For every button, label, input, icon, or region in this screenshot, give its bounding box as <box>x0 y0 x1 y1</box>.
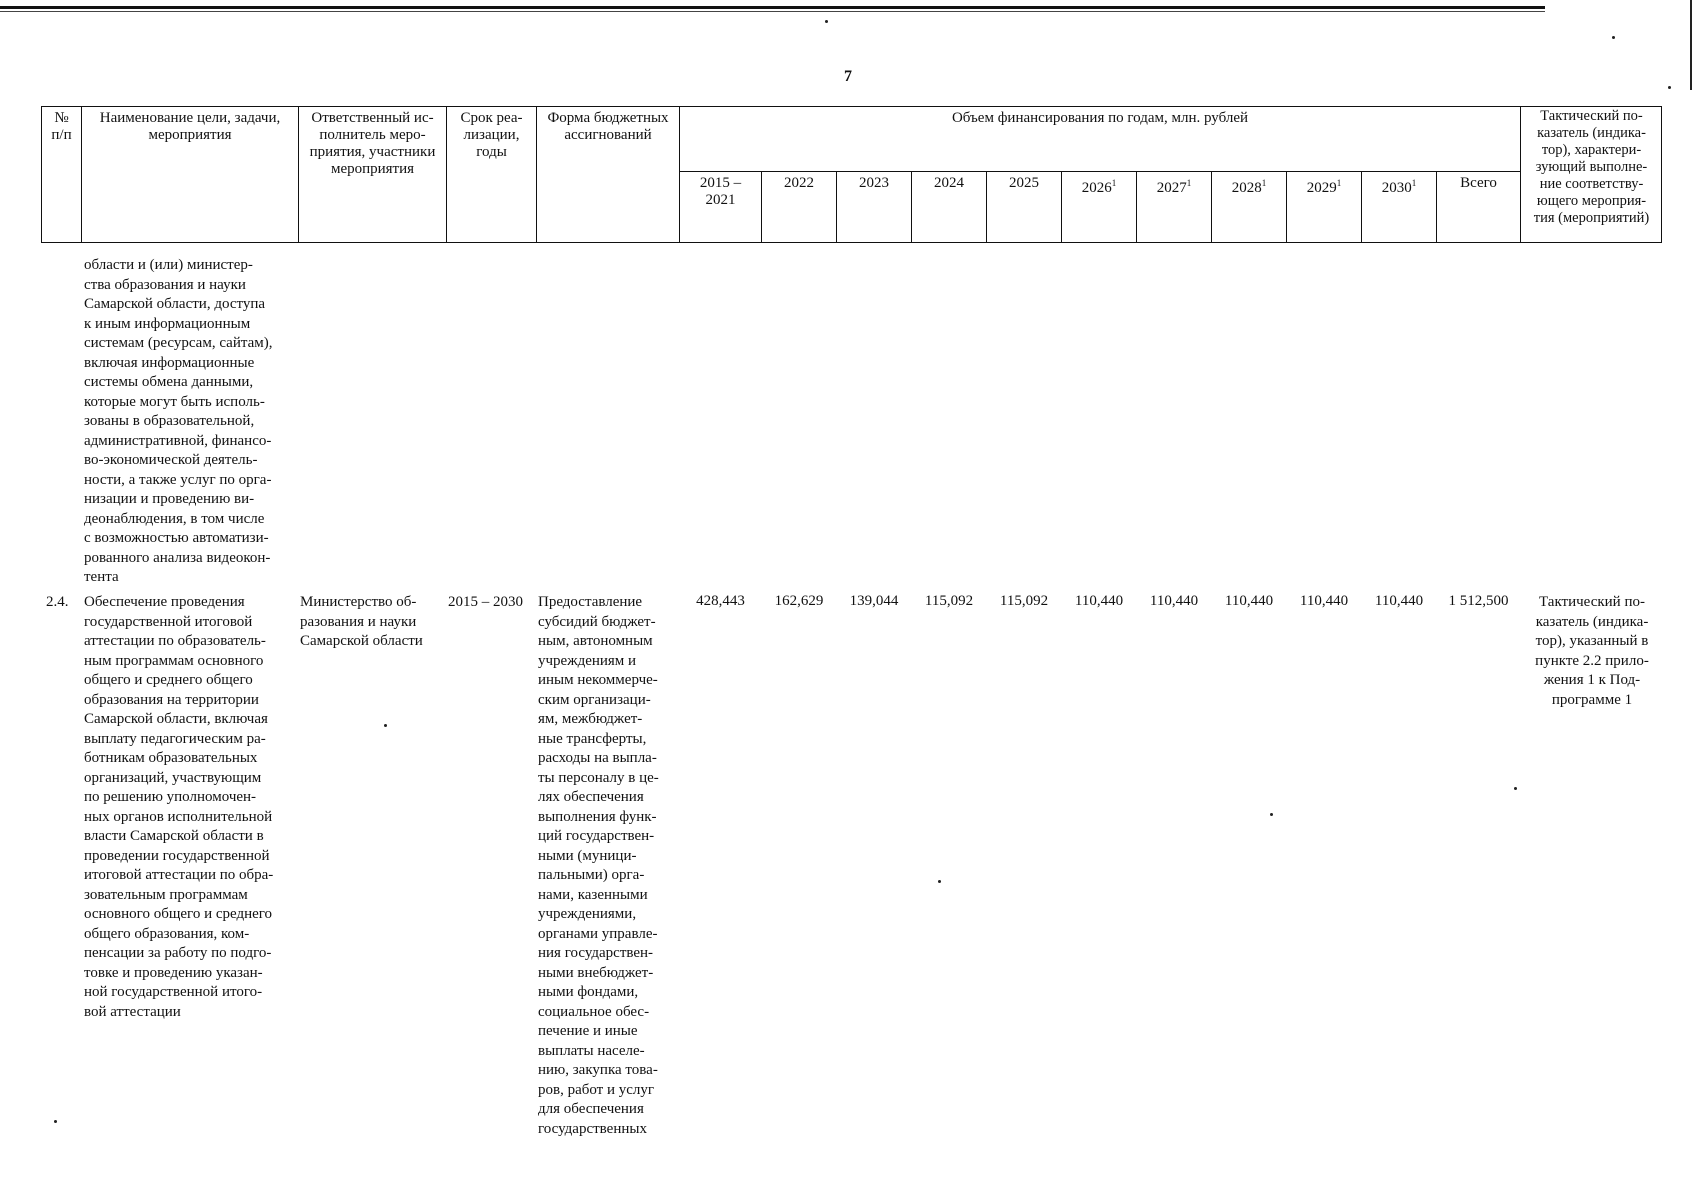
row-value: 110,440 <box>1149 593 1199 609</box>
header-year: 2022 <box>784 175 814 191</box>
scan-speck <box>825 20 828 23</box>
row-value: 110,440 <box>1224 593 1274 609</box>
row-form: Предоставление субсидий бюджет- ным, автономным учреждениям и иным некоммерче- ским организаци- ям, межбюджет- ные трансферты, расходы на выпла- ты персоналу в це- лях обеспечения выполнения функ- ций государствен- ными (муници- пальными) орга- нами, казенными учреждениями, органами управле- ния государствен- ными внебюджет- ными фондами, социальное обес- печение и иные выплаты населе- нию, закупка това- ров, работ и услуг для обеспечения государственных <box>538 594 659 1137</box>
row-value: 110,440 <box>1299 593 1349 609</box>
header-funding: Объем финансирования по годам, млн. рублей <box>951 110 1249 126</box>
header-responsible: Ответственный ис- полнитель меро- приятия, участники мероприятия <box>309 110 436 177</box>
page-edge <box>1690 0 1692 90</box>
scan-speck <box>1514 787 1517 790</box>
header-year: 2030$^1$ <box>1381 178 1417 196</box>
row-term: 2015 – 2030 <box>448 594 523 610</box>
header-year: 2025 <box>1009 175 1039 191</box>
scan-speck <box>938 880 941 883</box>
scan-speck <box>1668 86 1671 89</box>
row-value: 115,092 <box>999 593 1049 609</box>
scan-speck <box>54 1120 57 1123</box>
row-value: 115,092 <box>924 593 974 609</box>
row-value: 162,629 <box>774 593 824 609</box>
header-name: Наименование цели, задачи, мероприятия <box>99 110 281 143</box>
header-year-total: Всего <box>1460 175 1497 191</box>
top-border-line <box>0 6 1545 9</box>
scan-speck <box>1612 36 1615 39</box>
row-indicator: Тактический по- казатель (индика- тор), указанный в пункте 2.2 прило- жения 1 к Под- программе 1 <box>1535 594 1649 708</box>
header-year: 2026$^1$ <box>1081 178 1117 196</box>
row-value: 110,440 <box>1074 593 1124 609</box>
header-year: 2027$^1$ <box>1156 178 1192 196</box>
header-year: 2024 <box>934 175 964 191</box>
header-form: Форма бюджетных ассигнований <box>547 110 669 143</box>
row-responsible: Министерство об- разования и науки Самарской области <box>300 594 423 649</box>
row-number: 2.4. <box>46 594 69 610</box>
scan-speck <box>1270 813 1273 816</box>
row-value: 428,443 <box>696 593 745 609</box>
scan-speck <box>384 724 387 727</box>
top-border-line-thin <box>0 11 1545 12</box>
row-name: Обеспечение проведения государственной итоговой аттестации по образователь- ным программам основного общего и среднего общего образования на территории Самарской области, включая выплату педагогическим ра- ботникам образовательных организаций, участвующим по решению уполномочен- ных органов исполнительной власти Самарской области в проведении государственной итоговой аттестации по обра- зовательным программам основного общего и среднего общего образования, ком- пенсации за работу по подго- товке и проведению указан- ной государственной итого- вой аттестации <box>84 594 274 1020</box>
row-value-total: 1 512,500 <box>1448 593 1509 609</box>
header-year: 2015 – 2021 <box>699 175 742 208</box>
header-no: № п/п <box>51 110 72 143</box>
row-value: 110,440 <box>1374 593 1424 609</box>
row-value: 139,044 <box>849 593 899 609</box>
header-indicator: Тактический по- казатель (индика- тор), характери- зующий выполне- ние соответству- ющего мероприя- тия (мероприятий) <box>1533 108 1650 226</box>
row-divider <box>679 171 1520 172</box>
header-year: 2028$^1$ <box>1231 178 1267 196</box>
header-year: 2029$^1$ <box>1306 178 1342 196</box>
continuation-text: области и (или) министер- ства образования и науки Самарской области, доступа к иным информационным системам (ресурсам, сайтам), включая информационные системы обмена данными, которые могут быть исполь- зованы в образовательной, административной, финансо- во-экономической деятель- ности, а также услуг по орга- низации и проведению ви- деонаблюдения, в том числе с возможностью автоматизи- рованного анализа видеокон- тента <box>84 257 273 585</box>
page-number: 7 <box>844 68 852 85</box>
header-year: 2023 <box>859 175 889 191</box>
header-term: Срок реа- лизации, годы <box>460 110 523 160</box>
